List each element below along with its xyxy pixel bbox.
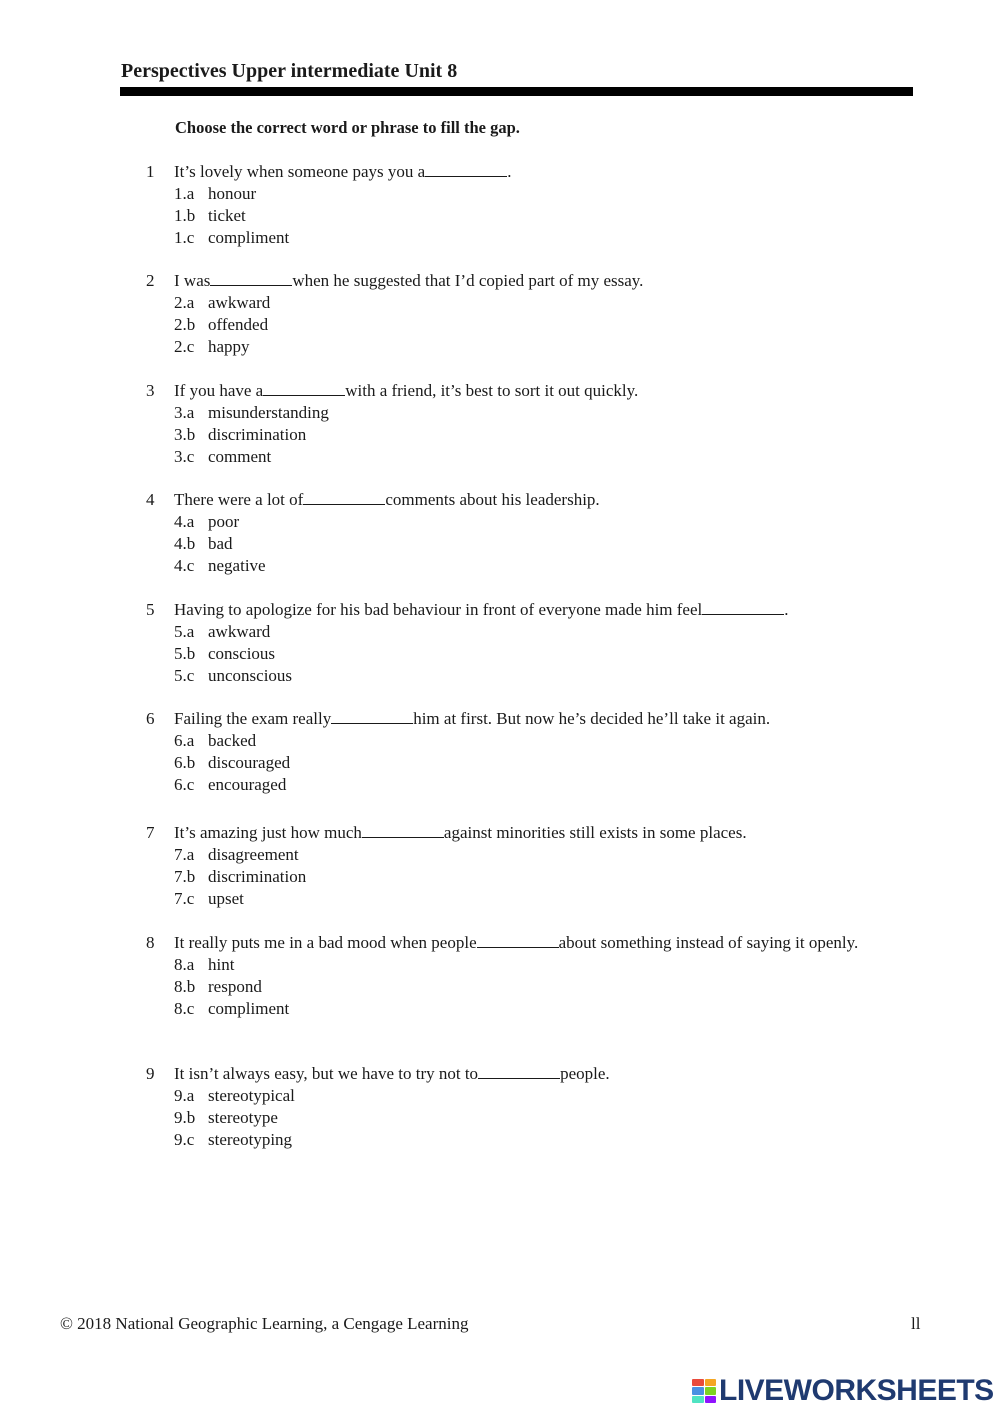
logo-square — [705, 1379, 717, 1386]
option-label: 2.b — [174, 315, 196, 334]
question-stem — [146, 708, 866, 730]
answer-blank[interactable] — [362, 823, 444, 838]
question-text-before: Having to apologize for his bad behaviour in front of everyone made him feel — [174, 600, 703, 619]
option-label: 5.a — [174, 622, 195, 641]
option-label: 6.b — [174, 753, 196, 772]
liveworksheets-brand — [692, 1374, 994, 1408]
option-label: 1.b — [174, 206, 196, 225]
question-text-before: There were a lot of — [174, 490, 304, 509]
option-text: awkward — [208, 293, 271, 312]
option-text: unconscious — [208, 666, 293, 685]
option-label: 3.c — [174, 447, 195, 466]
question-stem — [146, 932, 866, 954]
question-stem — [146, 822, 866, 844]
question-1 — [146, 161, 866, 249]
option-label: 2.a — [174, 293, 195, 312]
answer-option[interactable] — [174, 533, 866, 555]
answer-blank[interactable] — [477, 933, 559, 948]
option-label: 4.a — [174, 512, 195, 531]
answer-option[interactable] — [174, 976, 866, 998]
option-label: 5.b — [174, 644, 196, 663]
option-label: 7.c — [174, 889, 195, 908]
option-text: compliment — [208, 228, 290, 247]
answer-option[interactable] — [174, 446, 866, 468]
question-stem — [146, 270, 866, 292]
question-number: 2 — [146, 271, 155, 290]
answer-blank[interactable] — [303, 490, 385, 505]
option-label: 4.c — [174, 556, 195, 575]
answer-option[interactable] — [174, 336, 866, 358]
answer-option[interactable] — [174, 1129, 866, 1151]
answer-option[interactable] — [174, 998, 866, 1020]
answer-option[interactable] — [174, 205, 866, 227]
question-text-after: when he suggested that I’d copied part of my essay. — [292, 271, 644, 290]
answer-option[interactable] — [174, 511, 866, 533]
option-text: bad — [208, 534, 233, 553]
answer-option[interactable] — [174, 424, 866, 446]
answer-option[interactable] — [174, 954, 866, 976]
question-stem — [146, 1063, 866, 1085]
question-3 — [146, 380, 866, 468]
option-label: 2.c — [174, 337, 195, 356]
question-text — [174, 161, 866, 183]
option-text: upset — [208, 889, 244, 908]
answer-option[interactable] — [174, 314, 866, 336]
question-text-after: . — [784, 600, 789, 619]
option-label: 3.b — [174, 425, 196, 444]
option-text: happy — [208, 337, 250, 356]
question-text — [174, 932, 866, 954]
question-5 — [146, 599, 866, 687]
option-text: discouraged — [208, 753, 291, 772]
logo-square — [692, 1379, 704, 1386]
question-number: 7 — [146, 823, 155, 842]
option-text: stereotype — [208, 1108, 278, 1127]
option-label: 6.c — [174, 775, 195, 794]
answer-option[interactable] — [174, 643, 866, 665]
instruction-text: Choose the correct word or phrase to fill the gap. — [175, 118, 520, 137]
question-text-after: him at first. But now he’s decided he’ll take it again. — [413, 709, 771, 728]
question-8 — [146, 932, 866, 1020]
answer-option[interactable] — [174, 227, 866, 249]
option-text: comment — [208, 447, 272, 466]
option-text: offended — [208, 315, 269, 334]
question-number: 1 — [146, 162, 155, 181]
option-text: stereotyping — [208, 1130, 293, 1149]
question-stem — [146, 161, 866, 183]
question-number: 6 — [146, 709, 155, 728]
option-text: discrimination — [208, 425, 307, 444]
question-number: 9 — [146, 1064, 155, 1083]
question-text-before: It’s lovely when someone pays you a — [174, 162, 426, 181]
question-text — [174, 708, 866, 730]
answer-blank[interactable] — [331, 709, 413, 724]
question-text — [174, 270, 866, 292]
option-text: backed — [208, 731, 257, 750]
page-title: Perspectives Upper intermediate Unit 8 — [121, 60, 458, 82]
option-text: misunderstanding — [208, 403, 329, 422]
answer-blank[interactable] — [210, 271, 292, 286]
question-number: 3 — [146, 381, 155, 400]
answer-blank[interactable] — [702, 600, 784, 615]
option-text: encouraged — [208, 775, 287, 794]
option-text: negative — [208, 556, 266, 575]
answer-option[interactable] — [174, 844, 866, 866]
question-text-before: If you have a — [174, 381, 264, 400]
question-7 — [146, 822, 866, 910]
question-text — [174, 599, 866, 621]
logo-square — [705, 1387, 717, 1394]
question-text-before: I was — [174, 271, 211, 290]
answer-option[interactable] — [174, 665, 866, 687]
answer-option[interactable] — [174, 555, 866, 577]
question-number: 8 — [146, 933, 155, 952]
option-label: 9.c — [174, 1130, 195, 1149]
copyright-text: © 2018 National Geographic Learning, a Cengage Learning — [60, 1314, 469, 1333]
option-label: 6.a — [174, 731, 195, 750]
question-9 — [146, 1063, 866, 1151]
answer-blank[interactable] — [478, 1064, 560, 1079]
question-2 — [146, 270, 866, 358]
option-text: compliment — [208, 999, 290, 1018]
question-text-before: It really puts me in a bad mood when people — [174, 933, 477, 952]
answer-option[interactable] — [174, 621, 866, 643]
option-text: awkward — [208, 622, 271, 641]
question-text-before: It isn’t always easy, but we have to try not to — [174, 1064, 479, 1083]
option-label: 8.a — [174, 955, 195, 974]
option-text: poor — [208, 512, 240, 531]
option-text: ticket — [208, 206, 246, 225]
answer-blank[interactable] — [425, 162, 507, 177]
option-label: 9.a — [174, 1086, 195, 1105]
logo-square — [692, 1396, 704, 1403]
question-text-after: people. — [560, 1064, 610, 1083]
option-text: discrimination — [208, 867, 307, 886]
question-text-before: Failing the exam really — [174, 709, 332, 728]
answer-option[interactable] — [174, 402, 866, 424]
answer-option[interactable] — [174, 292, 866, 314]
page-number: ll — [911, 1314, 921, 1333]
option-label: 5.c — [174, 666, 195, 685]
option-label: 7.b — [174, 867, 196, 886]
question-6 — [146, 708, 866, 796]
option-text: honour — [208, 184, 257, 203]
answer-option[interactable] — [174, 888, 866, 910]
answer-option[interactable] — [174, 183, 866, 205]
question-number: 5 — [146, 600, 155, 619]
option-label: 1.a — [174, 184, 195, 203]
question-text-after: comments about his leadership. — [385, 490, 600, 509]
question-text — [174, 822, 866, 844]
answer-option[interactable] — [174, 866, 866, 888]
option-label: 8.c — [174, 999, 195, 1018]
answer-option[interactable] — [174, 730, 866, 752]
option-label: 9.b — [174, 1108, 196, 1127]
answer-option[interactable] — [174, 1085, 866, 1107]
question-text-after: against minorities still exists in some places. — [443, 823, 747, 842]
option-label: 8.b — [174, 977, 196, 996]
liveworksheets-logo-icon — [692, 1379, 716, 1403]
answer-blank[interactable] — [263, 381, 345, 396]
question-text-after: with a friend, it’s best to sort it out quickly. — [345, 381, 639, 400]
question-text-after: . — [507, 162, 512, 181]
header-divider — [120, 87, 913, 96]
answer-option[interactable] — [174, 752, 866, 774]
question-stem — [146, 489, 866, 511]
brand-name: LIVEWORKSHEETS — [719, 1374, 994, 1407]
question-4 — [146, 489, 866, 577]
question-text — [174, 380, 866, 402]
question-text — [174, 489, 866, 511]
option-label: 7.a — [174, 845, 195, 864]
question-text — [174, 1063, 866, 1085]
question-text-after: about something instead of saying it openly. — [558, 933, 859, 952]
question-text-before: It’s amazing just how much — [174, 823, 362, 842]
option-text: stereotypical — [208, 1086, 295, 1105]
logo-square — [692, 1387, 704, 1394]
question-number: 4 — [146, 490, 155, 509]
option-text: conscious — [208, 644, 276, 663]
option-label: 3.a — [174, 403, 195, 422]
option-text: respond — [208, 977, 262, 996]
option-label: 1.c — [174, 228, 195, 247]
answer-option[interactable] — [174, 774, 866, 796]
question-stem — [146, 380, 866, 402]
option-label: 4.b — [174, 534, 196, 553]
answer-option[interactable] — [174, 1107, 866, 1129]
option-text: disagreement — [208, 845, 299, 864]
option-text: hint — [208, 955, 235, 974]
logo-square — [705, 1396, 717, 1403]
question-stem — [146, 599, 866, 621]
